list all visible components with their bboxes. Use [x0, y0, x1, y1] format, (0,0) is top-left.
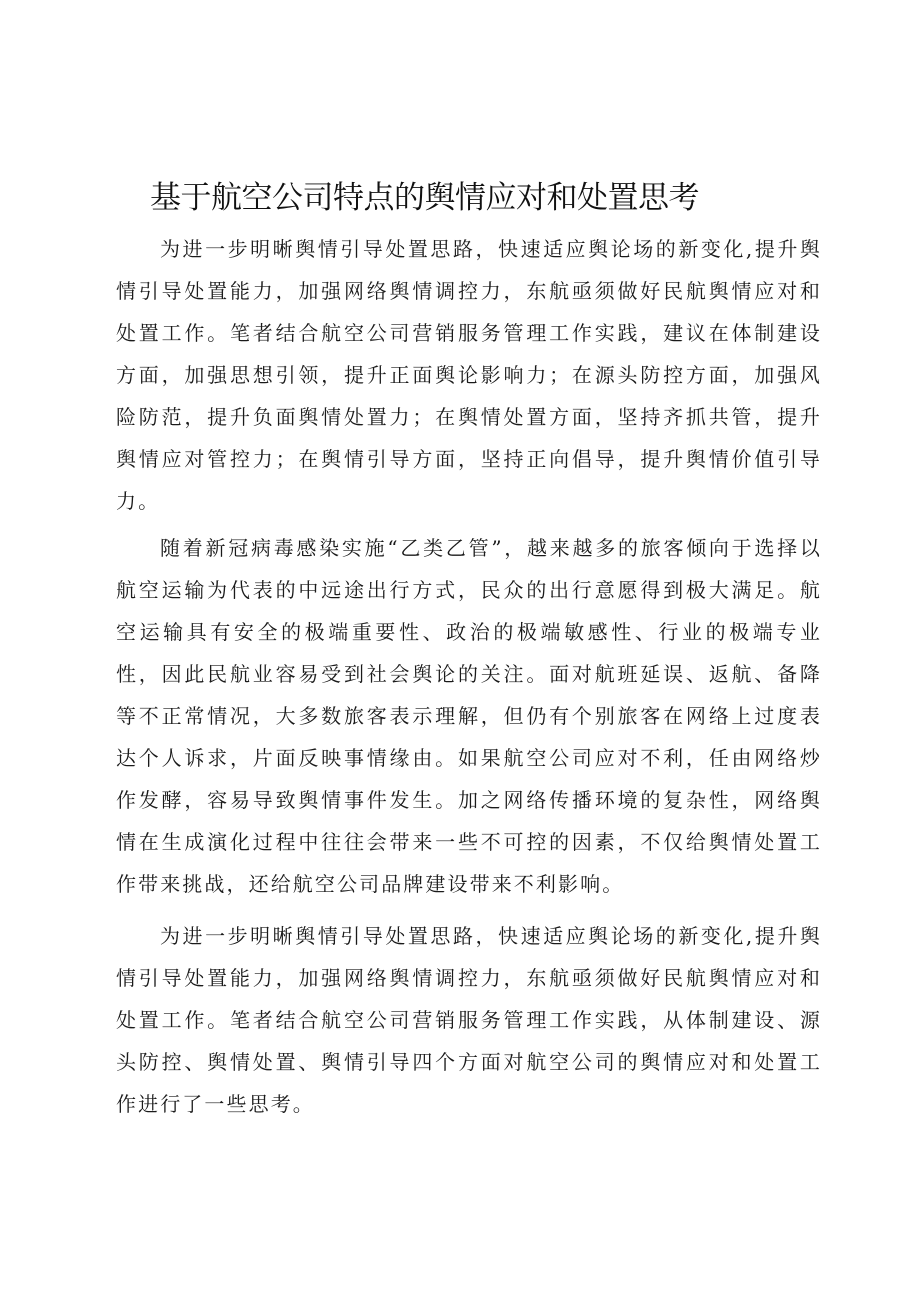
paragraph-summary: 为进一步明晰舆情引导处置思路，快速适应舆论场的新变化,提升舆情引导处置能力，加强网络舆情调控力，东航亟须做好民航舆情应对和处置工作。笔者结合航空公司营销服务管理工作实践，从体制建设、源头防控、舆情处置、舆情引导四个方面对航空公司的舆情应对和处置工作进行了一些思考。 — [116, 924, 822, 1116]
paragraph-background: 随着新冠病毒感染实施“乙类乙管”，越来越多的旅客倾向于选择以航空运输为代表的中远途出行方式，民众的出行意愿得到极大满足。航空运输具有安全的极端重要性、政治的极端敏感性、行业的极端专业性，因此民航业容易受到社会舆论的关注。面对航班延误、返航、备降等不正常情况，大多数旅客表示理解，但仍有个别旅客在网络上过度表达个人诉求，片面反映事情缘由。如果航空公司应对不利，任由网络炒作发酵，容易导致舆情事件发生。加之网络传播环境的复杂性，网络舆情在生成演化过程中往往会带来一些不可控的因素，不仅给舆情处置工作带来挑战，还给航空公司品牌建设带来不利影响。 — [116, 536, 822, 896]
paragraph-intro: 为进一步明晰舆情引导处置思路，快速适应舆论场的新变化,提升舆情引导处置能力，加强网络舆情调控力，东航亟须做好民航舆情应对和处置工作。笔者结合航空公司营销服务管理工作实践，建议在体制建设方面，加强思想引领，提升正面舆论影响力；在源头防控方面，加强风险防范，提升负面舆情处置力；在舆情处置方面，坚持齐抓共管，提升舆情应对管控力；在舆情引导方面，坚持正向倡导，提升舆情价值引导力。 — [116, 237, 822, 513]
document-title: 基于航空公司特点的舆情应对和处置思考 — [150, 180, 699, 216]
